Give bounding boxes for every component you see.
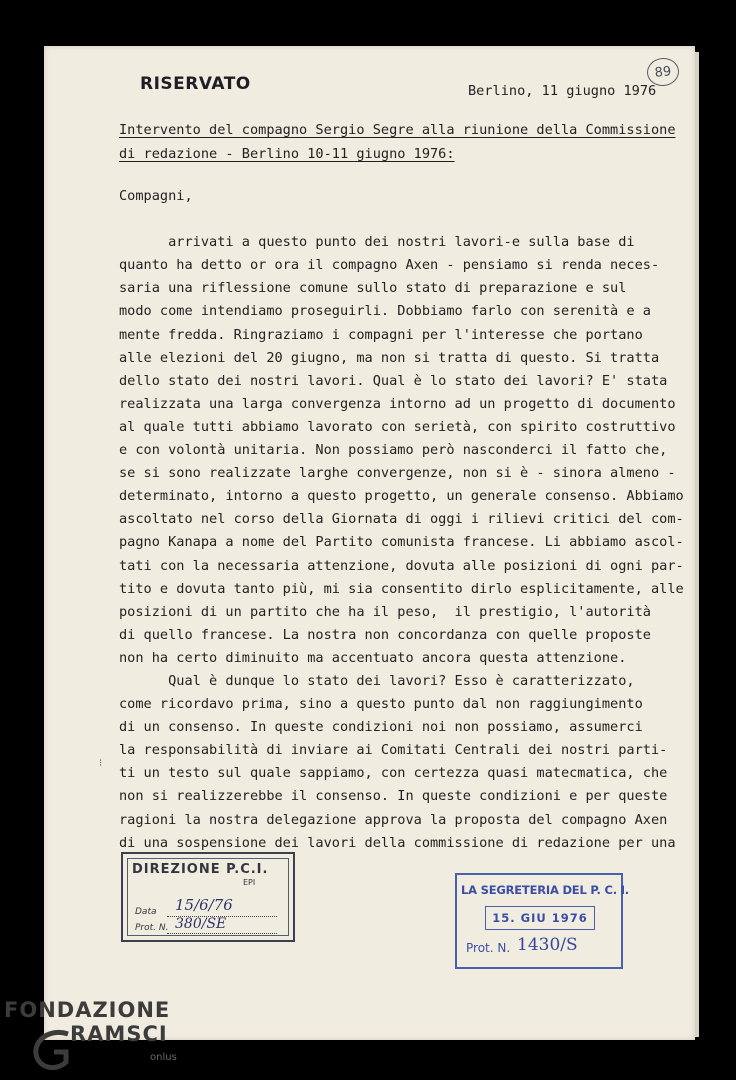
date-line: Berlino, 11 giugno 1976	[468, 83, 657, 99]
body-line: alle elezioni del 20 giugno, ma non si tratta di questo. Si tratta	[119, 349, 660, 366]
stamp-prot-value: 1430/S	[517, 935, 578, 955]
body-line: Qual è dunque lo stato dei lavori? Esso è caratterizzato,	[119, 672, 635, 689]
document-heading	[119, 118, 676, 166]
stamp-date-label: Data	[135, 907, 157, 917]
stamp-title: LA SEGRETERIA DEL P. C. I.	[461, 883, 629, 897]
body-line: ti un testo sul quale sappiamo, con certezza quasi matecmatica, che	[119, 765, 668, 782]
body-line: come ricordavo prima, sino a questo punto dal non raggiungimento	[119, 696, 643, 713]
body-line: Compagni,	[119, 188, 193, 204]
document-body	[119, 185, 684, 855]
segreteria-stamp	[455, 873, 629, 969]
body-line: non ha certo diminuito ma accentuato ancora questa attenzione.	[119, 649, 627, 666]
logo-line-2: RAMSCI	[70, 1022, 168, 1046]
stamp-prot-label: Prot. N.	[466, 941, 511, 955]
body-line: modo come intendiamo proseguirli. Dobbiamo farlo con serenità e a	[119, 303, 651, 320]
body-line: tito e dovuta tanto più, mi sia consentito dirlo esplicitamente, alle	[119, 580, 684, 597]
logo-line-1: FONDAZIONE	[4, 998, 171, 1022]
body-line: di una sospensione dei lavori della commissione di redazione per una	[119, 834, 676, 851]
archive-number-circle: 89	[646, 56, 681, 87]
body-line: ragioni la nostra delegazione approva la proposta del compagno Axen	[119, 811, 668, 828]
body-line: mente fredda. Ringraziamo i compagni per l'interesse che portano	[119, 326, 643, 343]
stamp-prot-label: Prot. N.	[135, 923, 169, 933]
body-line: di quello francese. La nostra non concordanza con quelle proposte	[119, 626, 651, 643]
stamp-subtitle: EPI	[243, 878, 256, 887]
stamp-title: DIREZIONE P.C.I.	[132, 862, 269, 877]
body-line: se si sono realizzate larghe convergenze, non si è - sinora almeno -	[119, 465, 676, 482]
stamp-prot-value: 380/SE	[175, 916, 227, 932]
body-line: pagno Kanapa a nome del Partito comunista francese. Li abbiamo ascol-	[119, 534, 684, 551]
body-line: realizzata una larga convergenza intorno ad un progetto di documento	[119, 395, 676, 412]
margin-mark: ⁝	[99, 758, 103, 769]
heading-line: di redazione - Berlino 10-11 giugno 1976:	[119, 146, 455, 162]
stamp-prot-line	[167, 933, 277, 934]
direzione-stamp	[121, 852, 295, 942]
stamp-date-box: 15. GIU 1976	[485, 906, 595, 930]
body-line: quanto ha detto or ora il compagno Axen - pensiamo si renda neces-	[119, 257, 660, 274]
body-line: di un consenso. In queste condizioni noi non possiamo, assumerci	[119, 719, 643, 736]
logo-line-3: onlus	[150, 1052, 177, 1063]
body-line: la responsabilità di inviare ai Comitati Centrali dei nostri parti-	[119, 742, 668, 759]
body-line: al quale tutti abbiamo lavorato con serietà, con spirito costruttivo	[119, 418, 676, 435]
heading-line: Intervento del compagno Sergio Segre alla riunione della Commissione	[119, 122, 676, 138]
body-line: non si realizzerebbe il consenso. In queste condizioni e per queste	[119, 788, 668, 805]
body-line: posizioni di un partito che ha il peso, il prestigio, l'autorità	[119, 603, 651, 620]
body-line	[119, 208, 684, 231]
body-line: arrivati a questo punto dei nostri lavori-e sulla base di	[119, 234, 635, 251]
stamp-date-value: 15/6/76	[175, 896, 233, 914]
body-line: e con volontà unitaria. Non possiamo però nasconderci il fatto che,	[119, 442, 668, 459]
fondazione-gramsci-logo	[4, 998, 177, 1063]
body-line: tati con la necessaria attenzione, dovuta alle posizioni di ogni par-	[119, 557, 684, 574]
paper-edge	[695, 52, 699, 1037]
body-line: ascoltato nel corso della Giornata di oggi i rilievi critici del com-	[119, 511, 684, 528]
body-line: determinato, intorno a questo progetto, un generale consenso. Abbiamo	[119, 488, 684, 505]
logo-g-icon	[30, 1026, 74, 1074]
reserved-stamp: RISERVATO	[140, 74, 251, 94]
body-line: saria una riflessione comune sullo stato di preparazione e sul	[119, 280, 627, 297]
body-line: dello stato dei nostri lavori. Qual è lo stato dei lavori? E' stata	[119, 372, 668, 389]
